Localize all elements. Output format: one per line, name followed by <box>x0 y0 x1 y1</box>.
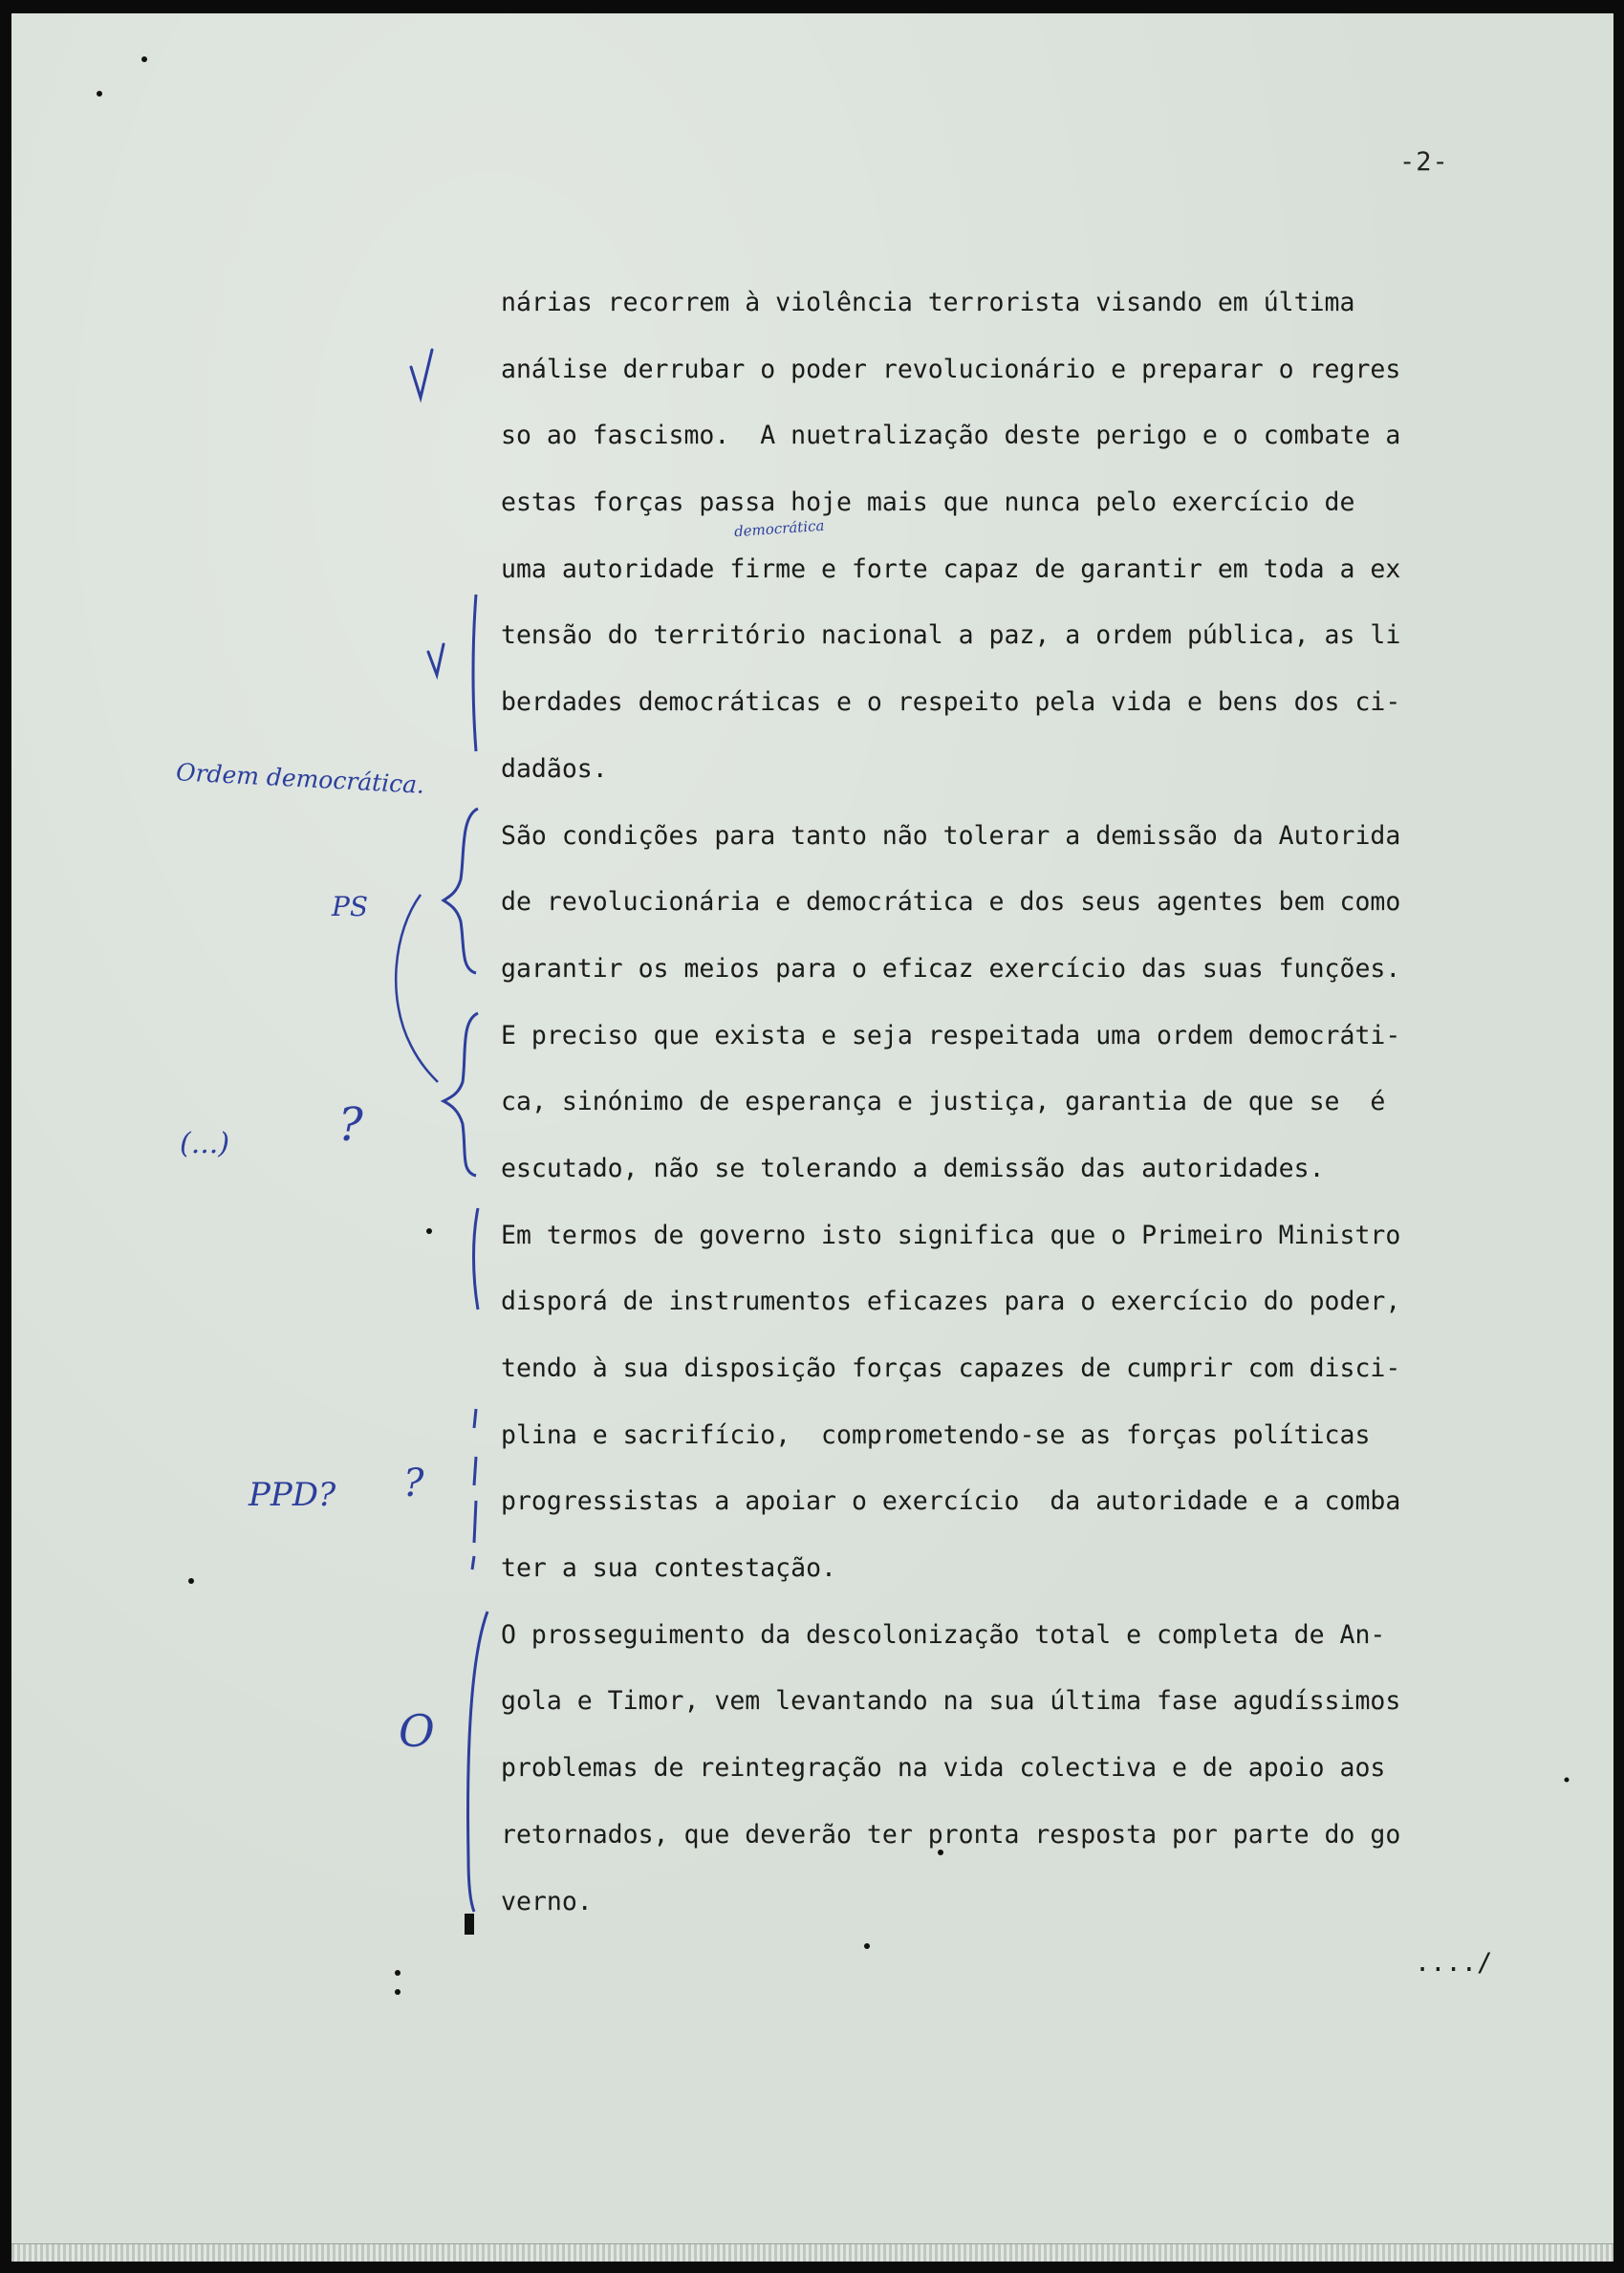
text-line: análise derrubar o poder revolucionário e preparar o regres <box>501 354 1401 384</box>
handwritten-note-paren: (...) <box>180 1127 230 1160</box>
speck <box>1565 1778 1570 1783</box>
handwritten-note-ordem: Ordem democrática. <box>175 758 425 799</box>
text-line: gola e Timor, vem levantando na sua última fase agudíssimos <box>501 1686 1401 1717</box>
speck <box>426 1228 432 1234</box>
handwritten-question-mark: ? <box>403 1461 424 1505</box>
handwritten-note-ppd: PPD? <box>249 1476 336 1514</box>
text-line: garantir os meios para o eficaz exercício das suas funções. <box>501 953 1401 984</box>
text-line: E preciso que exista e seja respeitada uma ordem democráti- <box>501 1020 1401 1050</box>
text-line: Em termos de governo isto significa que o Primeiro Ministro <box>501 1220 1401 1250</box>
bottom-scan-edge <box>11 2243 1613 2262</box>
margin-bar-2 <box>474 1208 479 1310</box>
text-line: so ao fascismo. A nuetralização deste perigo e o combate a <box>501 421 1401 451</box>
ink-annotations <box>11 13 1613 2262</box>
text-line: dadãos. <box>501 753 608 784</box>
speck <box>97 91 102 97</box>
text-line: tensão do território nacional a paz, a ordem pública, as li <box>501 620 1401 651</box>
text-line: de revolucionária e democrática e dos seus agentes bem como <box>501 887 1401 918</box>
margin-bar-4 <box>468 1612 487 1912</box>
text-line: nárias recorrem à violência terrorista visando em última <box>501 288 1355 317</box>
text-line: escutado, não se tolerando a demissão das autoridades. <box>501 1153 1325 1183</box>
text-line: berdades democráticas e o respeito pela vida e bens dos ci- <box>501 687 1401 718</box>
speck <box>395 1970 401 1976</box>
handwritten-insert: democrática <box>733 516 825 541</box>
speck <box>395 1989 401 1995</box>
handwritten-question-mark: ? <box>338 1098 363 1152</box>
text-line: retornados, que deverão ter pronta resposta por parte do go <box>501 1819 1401 1850</box>
speck <box>188 1578 194 1584</box>
document-page <box>11 13 1613 2262</box>
text-line: problemas de reintegração na vida colectiva e de apoio aos <box>501 1753 1386 1784</box>
text-line: estas forças passa hoje mais que nunca pelo exercício de <box>501 487 1355 518</box>
handwritten-note-o: O <box>399 1705 435 1757</box>
text-line: São condições para tanto não tolerar a demissão da Autorida <box>501 820 1401 851</box>
speck <box>938 1850 943 1855</box>
text-line: progressistas a apoiar o exercício da autoridade e a comba <box>501 1486 1401 1517</box>
continuation-mark: ..../ <box>1415 1948 1493 1978</box>
margin-brace-2 <box>444 1013 478 1176</box>
text-line: plina e sacrifício, comprometendo-se as forças políticas <box>501 1419 1371 1450</box>
text-line: tendo à sua disposição forças capazes de cumprir com disci- <box>501 1353 1401 1383</box>
text-line: uma autoridade firme e forte capaz de garantir em toda a ex <box>501 553 1401 584</box>
margin-curve-link <box>396 895 438 1082</box>
text-line: ter a sua contestação. <box>501 1553 836 1584</box>
text-line: O prosseguimento da descolonização total e completa de An- <box>501 1619 1386 1650</box>
check-mark-2 <box>428 644 444 675</box>
text-line: ca, sinónimo de esperança e justiça, garantia de que se é <box>501 1087 1386 1117</box>
text-line: verno. <box>501 1886 593 1916</box>
speck <box>465 1914 474 1935</box>
margin-bar-1 <box>473 595 476 751</box>
check-mark-1 <box>411 350 432 398</box>
speck <box>864 1943 870 1949</box>
page-number: -2- <box>1399 147 1449 177</box>
margin-bar-3 <box>472 1409 476 1569</box>
margin-brace-1 <box>444 809 478 973</box>
text-line: disporá de instrumentos eficazes para o exercício do poder, <box>501 1287 1401 1317</box>
handwritten-note-ps: PS <box>332 891 369 922</box>
speck <box>141 56 147 62</box>
